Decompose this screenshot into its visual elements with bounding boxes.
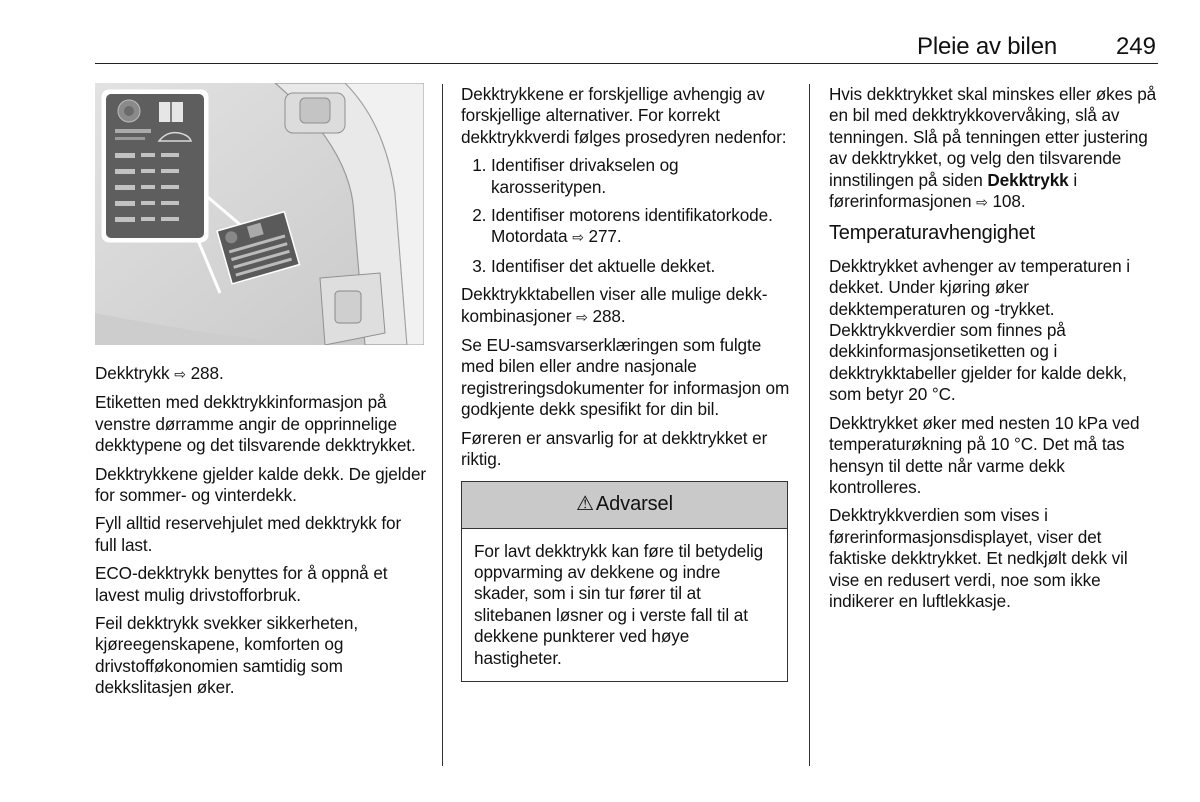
paragraph: ECO-dekktrykk benyttes for å oppnå et lavest mulig drivstofforbruk. — [95, 563, 388, 605]
intro-paragraph: Dekktrykkene er forskjellige avhengig av forskjellige alternativer. For korrekt dekktrykkverdi følges prosedyren nedenfor: — [461, 84, 787, 147]
reference-link[interactable]: 288. — [592, 305, 626, 326]
paragraph: Dekktrykkverdien som vises i førerinformasjonsdisplayet, viser det faktiske dekktrykket. Et nedkjølt dekk vil vise en redusert verdi, noe som ikke indikerer en luftlekkasje. — [829, 505, 1128, 611]
paragraph: Dekktrykktabellen viser alle mulige dekk-kombinasjoner ⇨ 288. — [461, 284, 768, 326]
figure-tyre-pressure-label — [95, 83, 424, 345]
reference-arrow-icon: ⇨ — [976, 194, 988, 211]
reference-arrow-icon: ⇨ — [572, 229, 584, 246]
procedure-step: 2. Identifiser motorens identifikatorkode. Motordata ⇨ 277. — [491, 205, 791, 249]
menu-name-emphasis: Dekktrykk — [987, 169, 1069, 190]
reference-link[interactable]: 277. — [588, 226, 622, 247]
procedure-step: 1. Identifiser drivakselen og karosseritypen. — [491, 155, 791, 198]
paragraph: Feil dekktrykk svekker sikkerheten, kjøreegenskapene, komforten og drivstofføkonomien samtidig som dekkslitasjen øker. — [95, 613, 358, 698]
procedure-step: 3. Identifiser det aktuelle dekket. — [491, 256, 791, 277]
paragraph: Hvis dekktrykket skal minskes eller økes på en bil med dekktrykkovervåking, slå av tenningen. Slå på tenningen etter justering av dekktrykket, og velg den tilsvarende innstilingen på siden Dekktrykk i førerinformasjonen ⇨ 108. — [829, 84, 1157, 212]
paragraph: Dekktrykket avhenger av temperaturen i dekket. Under kjøring øker dekktemperaturen og -trykket. Dekktrykkverdier som finnes på dekkinformasjonsetiketten og i dekktrykktabeller gjelder for kalde dekk, som betyr 20 °C. — [829, 255, 1130, 405]
paragraph: Fyll alltid reservehjulet med dekktrykk for full last. — [95, 513, 402, 555]
warning-box — [461, 481, 788, 682]
reference-link[interactable]: 108. — [992, 191, 1026, 212]
column-middle — [461, 84, 791, 682]
warning-header — [462, 482, 787, 529]
reference-arrow-icon: ⇨ — [576, 308, 588, 325]
paragraph: Føreren er ansvarlig for at dekktrykket er riktig. — [461, 427, 768, 470]
reference-arrow-icon: ⇨ — [174, 366, 186, 382]
tyre-pressure-label-door-frame-icon — [95, 83, 424, 345]
column-divider-1 — [442, 84, 443, 766]
paragraph: Etiketten med dekktrykkinformasjon på venstre dørramme angir de opprinnelige dekktypene og det tilsvarende dekktrykket. — [95, 392, 416, 456]
warning-body: For lavt dekktrykk kan føre til betydelig oppvarming av dekkene og indre skader, som i sin tur fører til at slitebanen løsner og i verste fall til at dekkene punkterer ved høye hastigheter. — [474, 540, 764, 668]
section-subheading: Temperaturavhengighet — [829, 222, 1035, 245]
column-divider-2 — [809, 84, 810, 766]
reference-link[interactable]: 288. — [190, 363, 224, 383]
warning-triangle-icon: ⚠ — [576, 492, 594, 515]
tyre-pressure-reference: Dekktrykk ⇨ 288. — [95, 363, 224, 383]
column-left — [95, 363, 427, 706]
paragraph: Dekktrykket øker med nesten 10 kPa ved temperaturøkning på 10 °C. Det må tas hensyn til dette når varme dekk kontrolleres. — [829, 412, 1140, 497]
page-number: 249 — [1115, 33, 1156, 60]
procedure-list — [461, 155, 791, 277]
paragraph: Dekktrykkene gjelder kalde dekk. De gjelder for sommer- og vinterdekk. — [95, 463, 427, 506]
warning-title: Advarsel — [595, 492, 673, 515]
paragraph: Se EU-samsvarserklæringen som fulgte med bilen eller andre nasjonale registreringsdokumenter for informasjon om godkjente dekk spesifikt for din bil. — [461, 335, 790, 420]
column-right — [829, 84, 1159, 619]
header-rule — [95, 63, 1158, 64]
running-header-title: Pleie av bilen — [917, 33, 1057, 60]
